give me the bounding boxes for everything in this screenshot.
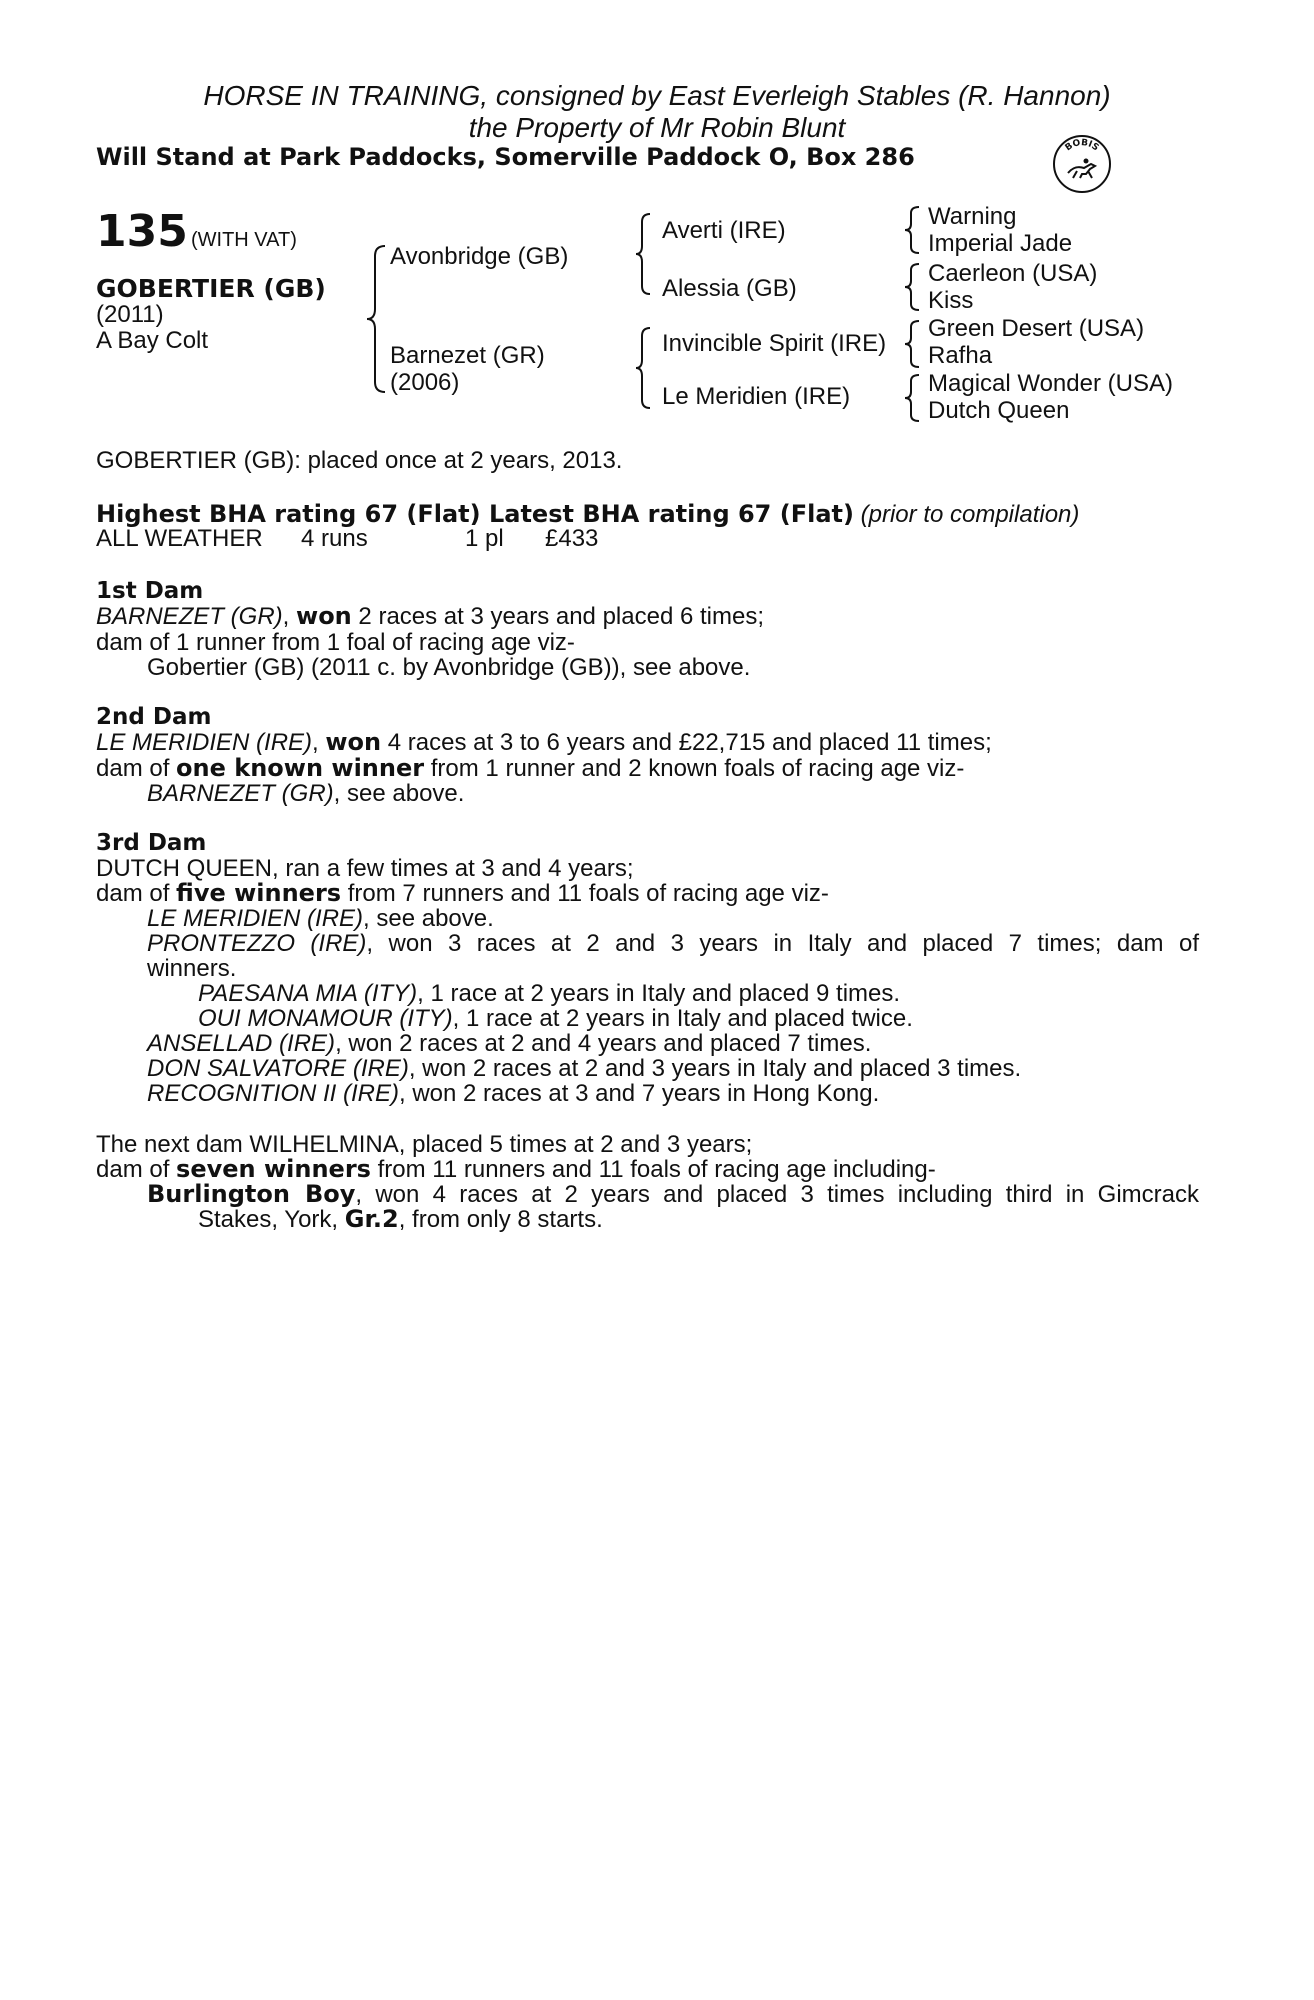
pedigree-brace-sire xyxy=(634,212,652,296)
pedigree-brace-dam xyxy=(634,326,652,410)
next-dam-progeny-1-grade: Gr.2 xyxy=(344,1205,399,1233)
first-dam-line2: dam of 1 runner from 1 foal of racing age viz- xyxy=(96,629,575,656)
second-dam-won: won xyxy=(325,728,382,756)
third-dam-progeny-1-name: LE MERIDIEN (IRE) xyxy=(147,905,364,932)
third-dam-dam-of: dam of xyxy=(96,880,177,907)
sire-dam-name: Alessia (GB) xyxy=(662,275,797,302)
gen3-caerleon: Caerleon (USA) xyxy=(928,260,1098,287)
first-dam-name: BARNEZET (GR) xyxy=(96,603,283,630)
third-dam-progeny-3-name: ANSELLAD (IRE) xyxy=(147,1030,336,1057)
next-dam-progeny-1 xyxy=(147,1182,1199,1207)
stand-line: Will Stand at Park Paddocks, Somerville Paddock O, Box 286 xyxy=(96,143,915,171)
third-dam-runners: from 7 runners and 11 foals of racing age viz- xyxy=(341,880,829,907)
first-dam-record: 2 races at 3 years and placed 6 times; xyxy=(351,603,764,630)
third-dam-grandprogeny-2 xyxy=(198,1006,913,1031)
second-dam-progeny-1 xyxy=(147,781,464,806)
second-dam-winners: one known winner xyxy=(176,754,425,782)
bobis-logo xyxy=(1051,133,1113,195)
second-dam-line1: LE MERIDIEN (IRE), won 4 races at 3 to 6 years and £22,715 and placed 11 times; xyxy=(96,728,992,756)
second-dam-dam-of: dam of xyxy=(96,755,177,782)
next-dam-winners: seven winners xyxy=(176,1155,371,1183)
second-dam-line2 xyxy=(96,756,964,781)
horse-name: GOBERTIER (GB) xyxy=(96,274,326,303)
third-dam-progeny-4-rest: , won 2 races at 2 and 3 years in Italy and placed 3 times. xyxy=(408,1055,1022,1082)
gen3-kiss: Kiss xyxy=(928,287,974,314)
svg-text:BOBIS: BOBIS xyxy=(1063,138,1101,154)
gen3-rafha: Rafha xyxy=(928,342,993,369)
consignor-line: HORSE IN TRAINING, consigned by East Everleigh Stables (R. Hannon) xyxy=(203,80,1111,111)
prize-money: £433 xyxy=(545,525,599,552)
runs-count: 4 runs xyxy=(301,525,368,552)
second-dam-heading: 2nd Dam xyxy=(96,704,212,730)
third-dam-line1: DUTCH QUEEN, ran a few times at 3 and 4 years; xyxy=(96,855,634,882)
race-summary: GOBERTIER (GB): placed once at 2 years, 2013. xyxy=(96,447,623,474)
gen3-imperial-jade: Imperial Jade xyxy=(928,230,1073,257)
dam-dam-name: Le Meridien (IRE) xyxy=(662,383,851,410)
dam-year: (2006) xyxy=(390,369,460,396)
third-dam-grandprogeny-1-rest: , 1 race at 2 years in Italy and placed 9 times. xyxy=(417,980,901,1007)
vat-note: (WITH VAT) xyxy=(191,229,297,251)
gen3-green-desert: Green Desert (USA) xyxy=(928,315,1145,342)
third-dam-progeny-5-rest: , won 2 races at 3 and 7 years in Hong Kong. xyxy=(399,1080,880,1107)
third-dam-progeny-2-cont: winners. xyxy=(147,955,237,982)
pedigree-brace-g4 xyxy=(903,373,921,423)
next-dam-line2 xyxy=(96,1157,936,1182)
next-dam-progeny-1-name: Burlington Boy xyxy=(147,1180,356,1208)
next-dam-runners: from 11 runners and 11 foals of racing age including- xyxy=(370,1156,936,1183)
third-dam-progeny-4 xyxy=(147,1056,1021,1081)
third-dam-line2 xyxy=(96,881,829,906)
next-dam-progeny-1-cont-a: Stakes, York, xyxy=(198,1206,345,1233)
second-dam-progeny-1-rest: , see above. xyxy=(333,780,465,807)
third-dam-grandprogeny-2-name: OUI MONAMOUR (ITY) xyxy=(198,1005,453,1032)
third-dam-progeny-5-name: RECOGNITION II (IRE) xyxy=(147,1080,399,1107)
next-dam-progeny-1-cont-c: , from only 8 starts. xyxy=(398,1206,603,1233)
pedigree-brace-g1 xyxy=(903,205,921,255)
first-dam-won: won xyxy=(296,602,352,630)
first-dam-line3: Gobertier (GB) (2011 c. by Avonbridge (GB)), see above. xyxy=(147,654,751,681)
pedigree-brace-gen1 xyxy=(365,244,387,394)
property-line: the Property of Mr Robin Blunt xyxy=(468,112,846,143)
third-dam-progeny-3 xyxy=(147,1031,871,1056)
next-dam-progeny-1-cont xyxy=(198,1207,603,1232)
sire-name: Avonbridge (GB) xyxy=(390,243,569,270)
third-dam-progeny-2 xyxy=(147,931,1199,956)
second-dam-record: 4 races at 3 to 6 years and £22,715 and placed 11 times; xyxy=(381,729,992,756)
first-dam-heading: 1st Dam xyxy=(96,578,204,604)
gen3-dutch-queen: Dutch Queen xyxy=(928,397,1070,424)
pedigree-brace-g2 xyxy=(903,262,921,312)
surface-label: ALL WEATHER xyxy=(96,525,263,552)
pedigree-brace-g3 xyxy=(903,319,921,369)
bha-rating-note: (prior to compilation) xyxy=(860,501,1080,528)
second-dam-progeny-1-name: BARNEZET (GR) xyxy=(147,780,334,807)
next-dam-dam-of: dam of xyxy=(96,1156,177,1183)
third-dam-progeny-1-rest: , see above. xyxy=(363,905,494,932)
bha-rating-text: Highest BHA rating 67 (Flat) Latest BHA rating 67 (Flat) xyxy=(96,500,854,528)
gen3-magical-wonder: Magical Wonder (USA) xyxy=(928,370,1173,397)
dam-name: Barnezet (GR) xyxy=(390,342,545,369)
third-dam-progeny-4-name: DON SALVATORE (IRE) xyxy=(147,1055,409,1082)
next-dam-line1: The next dam WILHELMINA, placed 5 times at 2 and 3 years; xyxy=(96,1131,753,1158)
second-dam-runners: from 1 runner and 2 known foals of racing age viz- xyxy=(424,755,965,782)
third-dam-grandprogeny-2-rest: , 1 race at 2 years in Italy and placed twice. xyxy=(452,1005,913,1032)
third-dam-grandprogeny-1-name: PAESANA MIA (ITY) xyxy=(198,980,418,1007)
third-dam-progeny-3-rest: , won 2 races at 2 and 4 years and placed 7 times. xyxy=(335,1030,872,1057)
third-dam-winners: five winners xyxy=(176,879,342,907)
placed-count: 1 pl xyxy=(465,525,504,552)
third-dam-grandprogeny-1 xyxy=(198,981,900,1006)
third-dam-progeny-2-name: PRONTEZZO (IRE) xyxy=(147,930,367,957)
gen3-warning: Warning xyxy=(928,203,1017,230)
lot-number: 135 xyxy=(96,206,188,257)
third-dam-progeny-2-rest: , won 3 races at 2 and 3 years in Italy and placed 7 times; dam of xyxy=(366,930,1199,957)
foaling-year: (2011) xyxy=(96,301,164,328)
next-dam-progeny-1-rest: , won 4 races at 2 years and placed 3 times including third in Gimcrack xyxy=(355,1181,1199,1208)
sire-sire-name: Averti (IRE) xyxy=(662,217,786,244)
horse-description: A Bay Colt xyxy=(96,327,209,354)
third-dam-heading: 3rd Dam xyxy=(96,830,207,856)
first-dam-line1: BARNEZET (GR), won 2 races at 3 years and placed 6 times; xyxy=(96,602,764,630)
third-dam-progeny-1 xyxy=(147,906,494,931)
second-dam-name: LE MERIDIEN (IRE) xyxy=(96,729,313,756)
third-dam-progeny-5 xyxy=(147,1081,879,1106)
dam-sire-name: Invincible Spirit (IRE) xyxy=(662,330,887,357)
